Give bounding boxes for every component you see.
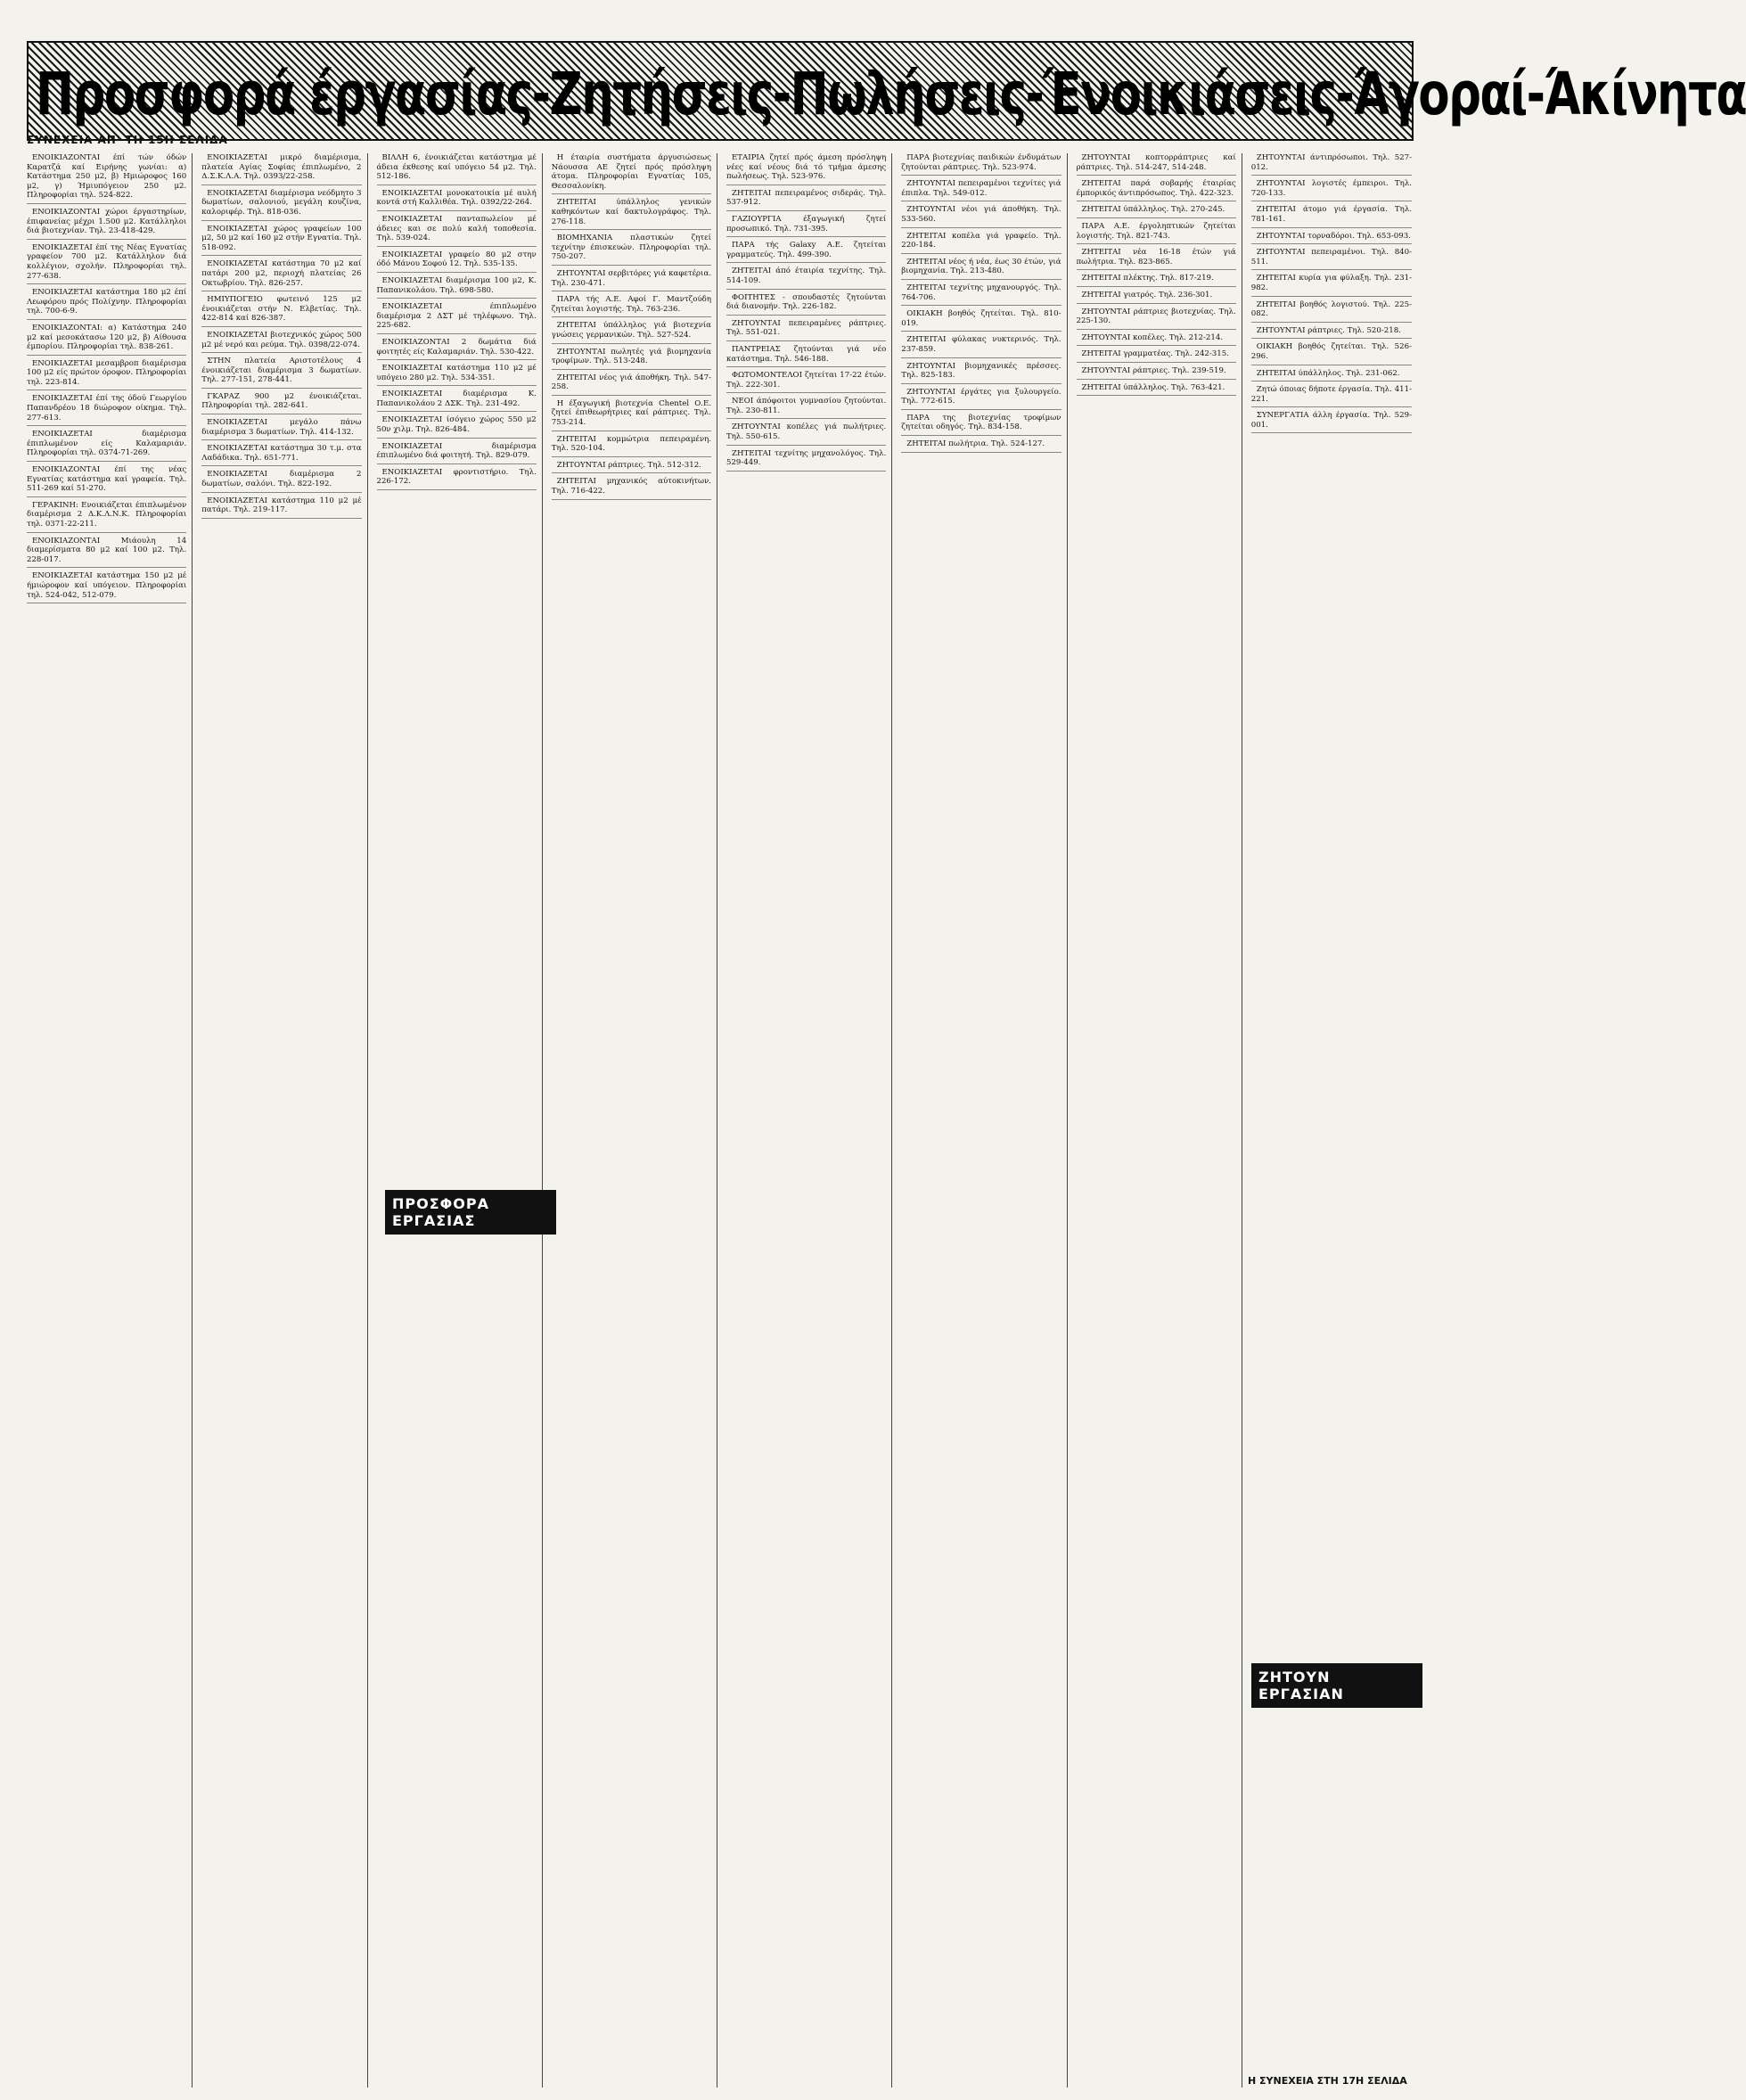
classified-ad: ΖΗΤΟΥΝΤΑΙ έργάτες για ξυλουργείο. Τηλ. 772-615.: [901, 388, 1061, 410]
section-heading-offer-work: ΠΡΟΣΦΟΡΑ ΕΡΓΑΣΙΑΣ: [385, 1190, 556, 1235]
classified-ad: ΖΗΤΕΙΤΑΙ παρά σοβαρής έταιρίας έμπορικός άντιπρόσωπος. Τηλ. 422-323.: [1077, 179, 1236, 201]
classified-ad: ΕΝΟΙΚΙΑΖΟΝΤΑΙ 2 δωμάτια διά φοιτητές είς Καλαμαριάν. Τηλ. 530-422.: [377, 338, 537, 360]
classified-ad: ΖΗΤΕΙΤΑΙ ύπάλληλος γιά βιοτεχνία γνώσεις γερμανικών. Τηλ. 527-524.: [552, 321, 711, 343]
classified-ad: ΠΑΡΑ της βιοτεχνίας τροφίμων ζητείται οδηγός. Τηλ. 834-158.: [901, 414, 1061, 436]
classified-ad: ΖΗΤΟΥΝΤΑΙ λογιστές έμπειροι. Τηλ. 720-133.: [1251, 179, 1412, 201]
continuation-footer: Η ΣΥΝΕΧΕΙΑ ΣΤΗ 17Η ΣΕΛΙΔΑ: [1248, 2075, 1407, 2087]
classified-ad: ΖΗΤΕΙΤΑΙ κυρία για φύλαξη. Τηλ. 231-982.: [1251, 274, 1412, 296]
classified-ad: ΖΗΤΟΥΝΤΑΙ ράπτριες βιοτεχνίας. Τηλ. 225-130.: [1077, 308, 1236, 330]
classified-ad: ΖΗΤΕΙΤΑΙ γραμματέας. Τηλ. 242-315.: [1077, 349, 1236, 363]
classified-ad: ΖΗΤΟΥΝΤΑΙ κοπέλες γιά πωλήτριες. Τηλ. 550-615.: [726, 422, 886, 445]
classified-ad: ΦΟΙΤΗΤΕΣ - σπουδαστές ζητούνται διά διανομήν. Τηλ. 226-182.: [726, 293, 886, 316]
classified-ad: ΕΝΟΙΚΙΑΖΕΤΑΙ γραφείο 80 μ2 στην όδό Μάνου Σοφού 12. Τηλ. 535-135.: [377, 250, 537, 273]
classified-ad: ΕΝΟΙΚΙΑΖΕΤΑΙ ίσόγειο χώρος 550 μ2 50ν χιλμ. Τηλ. 826-484.: [377, 415, 537, 438]
classified-ad: ΕΝΟΙΚΙΑΖΕΤΑΙ κατάστημα 70 μ2 καί πατάρι 200 μ2, περιοχή πλατείας 26 Οκτωβρίου. Τηλ. 826-257.: [201, 259, 361, 291]
classified-ad: ΖΗΤΕΙΤΑΙ πωλήτρια. Τηλ. 524-127.: [901, 439, 1061, 453]
classified-ad: ΖΗΤΟΥΝΤΑΙ σερβιτόρες γιά καφετέρια. Τηλ. 230-471.: [552, 269, 711, 291]
classified-ad: ΖΗΤΟΥΝΤΑΙ κοπτορράπτριες καί ράπτριες. Τηλ. 514-247, 514-248.: [1077, 153, 1236, 176]
classified-ad: ΕΝΟΙΚΙΑΖΟΝΤΑΙ έπί της νέας Εγνατίας κατάστημα καί γραφεία. Τηλ. 511-269 καί 51-270.: [27, 465, 186, 497]
classified-ad: ΕΝΟΙΚΙΑΖΕΤΑΙ μεγάλο πάνω διαμέρισμα 3 δωματίων. Τηλ. 414-132.: [201, 418, 361, 440]
classified-ad: Η έξαγωγική βιοτεχνία Chentel Ο.Ε. ζητεί έπιθεωρήτριες καί ράπτριες. Τηλ. 753-214.: [552, 399, 711, 431]
column: [1251, 153, 1417, 2088]
classifieds-columns: [27, 153, 1417, 2088]
classified-ad: ΖΗΤΕΙΤΑΙ μηχανικός αύτοκινήτων. Τηλ. 716-422.: [552, 477, 711, 499]
classified-ad: ΕΝΟΙΚΙΑΖΕΤΑΙ κατάστημα 150 μ2 μέ ήμιώροφον καί υπόγειον. Πληροφορίαι τηλ. 524-042, 512-079.: [27, 571, 186, 603]
classified-ad: ΖΗΤΕΙΤΑΙ κοπέλα γιά γραφείο. Τηλ. 220-184.: [901, 232, 1061, 254]
classified-ad: ΓΕΡΑΚΙΝΗ: Ενοικιάζεται έπιπλωμένον διαμέρισμα 2 Δ.Κ.Λ.Ν.Κ. Πληροφορίαι τηλ. 0371-22-211.: [27, 501, 186, 533]
column: [726, 153, 892, 2088]
classified-ad: ΕΝΟΙΚΙΑΖΕΤΑΙ μεσαμβροπ διαμέρισμα 100 μ2 είς πρώτον όροφον. Πληροφορίαι τηλ. 223-814.: [27, 359, 186, 391]
classified-ad: ΕΝΟΙΚΙΑΖΕΤΑΙ κατάστημα 110 μ2 μέ πατάρι. Τηλ. 219-117.: [201, 496, 361, 519]
classified-ad: Ζητώ όποιας δήποτε έργασία. Τηλ. 411-221.: [1251, 385, 1412, 407]
classified-ad: ΝΕΟΙ άπόφοιτοι γυμνασίου ζητούνται. Τηλ. 230-811.: [726, 397, 886, 419]
classified-ad: ΖΗΤΟΥΝΤΑΙ πεπειραμένοι. Τηλ. 840-511.: [1251, 248, 1412, 270]
classified-ad: ΕΝΟΙΚΙΑΖΟΝΤΑΙ: α) Κατάστημα 240 μ2 καί μεσοκάτασω 120 μ2, β) Αίθουσα έμπορίου. Πληροφορίαι τηλ. 838-261.: [27, 324, 186, 356]
classified-ad: ΕΝΟΙΚΙΑΖΟΝΤΑΙ χώροι έργαστηρίων, έπιφανείας μέχρι 1.500 μ2. Κατάλληλοι διά βιοτεχνίαν. Τηλ. 23-418-429.: [27, 208, 186, 240]
classified-ad: ΖΗΤΕΙΤΑΙ ύπάλληλος. Τηλ. 763-421.: [1077, 383, 1236, 397]
classified-ad: ΟΙΚΙΑΚΗ βοηθός ζητείται. Τηλ. 526-296.: [1251, 342, 1412, 365]
classified-ad: ΖΗΤΕΙΤΑΙ άτομο γιά έργασία. Τηλ. 781-161.: [1251, 205, 1412, 227]
classified-ad: ΖΗΤΕΙΤΑΙ τεχνίτης μηχανολόγος. Τηλ. 529-449.: [726, 449, 886, 472]
classified-ad: ΖΗΤΟΥΝΤΑΙ ράπτριες. Τηλ. 512-312.: [552, 461, 711, 474]
classified-ad: ΖΗΤΟΥΝΤΑΙ πωλητές γιά βιομηχανία τροφίμων. Τηλ. 513-248.: [552, 348, 711, 370]
classified-ad: ΖΗΤΕΙΤΑΙ ύπάλληλος. Τηλ. 231-062.: [1251, 369, 1412, 382]
column: [27, 153, 193, 2088]
classified-ad: ΗΜΙΥΠΟΓΕΙΟ φωτεινό 125 μ2 ένοικιάζεται στήν Ν. Ελβετίας. Τηλ. 422-814 καί 826-387.: [201, 295, 361, 327]
classified-ad: ΖΗΤΕΙΤΑΙ πεπειραμένος σιδεράς. Τηλ. 537-912.: [726, 189, 886, 211]
classified-ad: ΠΑΡΑ τής Α.Ε. Αφοί Γ. Μαντζούδη ζητείται λογιστής. Τηλ. 763-236.: [552, 295, 711, 317]
classified-ad: ΖΗΤΕΙΤΑΙ βοηθός λογιστού. Τηλ. 225-082.: [1251, 300, 1412, 323]
classified-ad: ΕΝΟΙΚΙΑΖΕΤΑΙ διαμέρισμα Κ. Παπανικολάου 2 ΔΣΚ. Τηλ. 231-492.: [377, 390, 537, 412]
classified-ad: ΖΗΤΟΥΝΤΑΙ ράπτριες. Τηλ. 239-519.: [1077, 366, 1236, 380]
classified-ad: ΠΑΡΑ Α.Ε. έργοληπτικών ζητείται λογιστής. Τηλ. 821-743.: [1077, 222, 1236, 244]
classified-ad: ΕΝΟΙΚΙΑΖΕΤΑΙ κατάστημα 30 τ.μ. στα Λαδάδικα. Τηλ. 651-771.: [201, 444, 361, 466]
classified-ad: ΖΗΤΕΙΤΑΙ άπό έταιρία τεχνίτης. Τηλ. 514-109.: [726, 267, 886, 289]
classified-ad: ΕΝΟΙΚΙΑΖΕΤΑΙ κατάστημα 180 μ2 έπί Λεωφόρου πρός Πολίχνην. Πληροφορίαι τηλ. 700-6-9.: [27, 288, 186, 320]
classified-ad: ΖΗΤΕΙΤΑΙ νέος ή νέα, έως 30 έτών, γιά βιομηχανία. Τηλ. 213-480.: [901, 258, 1061, 280]
column: [901, 153, 1067, 2088]
classified-ad: ΟΙΚΙΑΚΗ βοηθός ζητείται. Τηλ. 810-019.: [901, 309, 1061, 332]
column: [377, 153, 543, 2088]
column: [552, 153, 717, 2088]
classified-ad: ΕΝΟΙΚΙΑΖΕΤΑΙ πανταπωλείον μέ άδειες και σε πολύ καλή τοποθεσία. Τηλ. 539-024.: [377, 215, 537, 247]
classified-ad: ΖΗΤΕΙΤΑΙ πλέκτης. Τηλ. 817-219.: [1077, 274, 1236, 287]
classified-ad: ΕΝΟΙΚΙΑΖΕΤΑΙ έπί της Νέας Εγνατίας γραφείον 700 μ2. Κατάλληλον διά κολλέγιον, σχολήν. Πληροφορίαι τηλ. 277-638.: [27, 243, 186, 284]
classified-ad: ΕΝΟΙΚΙΑΖΕΤΑΙ διαμέρισμα έπιπλωμένο διά φοιτητή. Τηλ. 829-079.: [377, 442, 537, 464]
classified-ad: ΕΝΟΙΚΙΑΖΕΤΑΙ διαμέρισμα 100 μ2, Κ. Παπανικολάου. Τηλ. 698-580.: [377, 276, 537, 299]
classified-ad: ΖΗΤΟΥΝΤΑΙ πεπειραμένες ράπτριες. Τηλ. 551-021.: [726, 319, 886, 341]
classified-ad: ΕΝΟΙΚΙΑΖΕΤΑΙ έπί της όδού Γεωργίου Παπανδρέου 18 διώροφον οίκημα. Τηλ. 277-613.: [27, 394, 186, 426]
classified-ad: ΖΗΤΕΙΤΑΙ ύπάλληλος γενικών καθηκόντων καί δακτυλογράφος. Τηλ. 276-118.: [552, 198, 711, 230]
classified-ad: ΖΗΤΕΙΤΑΙ φύλακας νυκτερινός. Τηλ. 237-859.: [901, 335, 1061, 357]
classified-ad: ΕΝΟΙΚΙΑΖΕΤΑΙ μονοκατοικία μέ αυλή κοντά στή Καλλιθέα. Τηλ. 0392/22-264.: [377, 189, 537, 211]
classified-ad: ΕΝΟΙΚΙΑΖΕΤΑΙ μικρό διαμέρισμα, πλατεία Αγίας Σοφίας έπιπλωμένο, 2 Δ.Σ.Κ.Λ.Α. Τηλ. 0393/22-258.: [201, 153, 361, 185]
classified-ad: ΕΝΟΙΚΙΑΖΟΝΤΑΙ έπί τών όδών Καρατζά καί Ειρήνης γωνίαι: α) Κατάστημα 250 μ2, β) Ημιώροφος 160 μ2, γ) Ήμιυπόγειον 250 μ2. Πληροφορίαι τηλ. 524-822.: [27, 153, 186, 204]
classified-ad: ΕΝΟΙΚΙΑΖΕΤΑΙ χώρος γραφείων 100 μ2, 50 μ2 καί 160 μ2 στήν Εγνατία. Τηλ. 518-092.: [201, 225, 361, 257]
classified-ad: Η έταιρία συστήματα άργυσιώσεως Νάουσσα ΑΕ ζητεί πρός πρόσληψη άτομα. Πληροφορίαι Εγνατίας 105, Θεσσαλονίκη.: [552, 153, 711, 194]
classified-ad: ΦΩΤΟΜΟΝΤΕΛΟΙ ζητείται 17-22 έτών. Τηλ. 222-301.: [726, 371, 886, 393]
classified-ad: ΕΝΟΙΚΙΑΖΕΤΑΙ κατάστημα 110 μ2 μέ υπόγειο 280 μ2. Τηλ. 534-351.: [377, 364, 537, 386]
classified-ad: ΕΝΟΙΚΙΑΖΕΤΑΙ διαμέρισμα έπιπλωμένον είς Καλαμαριάν. Πληροφορίαι τηλ. 0374-71-269.: [27, 430, 186, 462]
classified-ad: ΓΑΖΙΟΥΡΓΙΑ έξαγωγική ζητεί προσωπικό. Τηλ. 731-395.: [726, 215, 886, 237]
classified-ad: ΕΝΟΙΚΙΑΖΕΤΑΙ διαμέρισμα νεόδμητο 3 δωματίων, σαλονιού, μεγάλη κουζίνα, καλοριφέρ. Τηλ. 818-036.: [201, 189, 361, 221]
classified-ad: ΠΑΡΑ τής Galaxy Α.Ε. ζητείται γραμματεύς. Τηλ. 499-390.: [726, 241, 886, 263]
continuation-header: ΣΥΝΕΧΕΙΑ ΑΠ' ΤΗ 15Η ΣΕΛΙΔΑ: [27, 134, 228, 146]
classified-ad: ΕΝΟΙΚΙΑΖΕΤΑΙ φροντιστήριο. Τηλ. 226-172.: [377, 468, 537, 490]
classified-ad: ΖΗΤΟΥΝΤΑΙ ράπτριες. Τηλ. 520-218.: [1251, 326, 1412, 340]
classified-ad: ΕΤΑΙΡΙΑ ζητεί πρός άμεση πρόσληψη νέες καί νέους διά τό τμήμα άμεσης πωλήσεως. Τηλ. 523-976.: [726, 153, 886, 185]
classified-ad: ΕΝΟΙΚΙΑΖΕΤΑΙ έπιπλωμένο διαμέρισμα 2 ΔΣΤ μέ τηλέφωνο. Τηλ. 225-682.: [377, 302, 537, 334]
classified-ad: ΖΗΤΕΙΤΑΙ νέος γιά άποθήκη. Τηλ. 547-258.: [552, 373, 711, 396]
classified-ad: ΖΗΤΕΙΤΑΙ τεχνίτης μηχανουργός. Τηλ. 764-706.: [901, 283, 1061, 306]
classified-ad: ΖΗΤΕΙΤΑΙ γιατρός. Τηλ. 236-301.: [1077, 291, 1236, 304]
classified-ad: ΠΑΝΤΡΕΙΑΣ ζητούνται γιά νέο κατάστημα. Τηλ. 546-188.: [726, 345, 886, 367]
column: [201, 153, 367, 2088]
classified-ad: ΕΝΟΙΚΙΑΖΕΤΑΙ διαμέρισμα 2 δωματίων, σαλόνι. Τηλ. 822-192.: [201, 470, 361, 492]
classified-ad: ΖΗΤΟΥΝΤΑΙ κοπέλες. Τηλ. 212-214.: [1077, 333, 1236, 347]
classified-ad: ΓΚΑΡΑΖ 900 μ2 ένοικιάζεται. Πληροφορίαι τηλ. 282-641.: [201, 392, 361, 414]
classified-ad: ΣΥΝΕΡΓΑΤΙΑ άλλη έργασία. Τηλ. 529-001.: [1251, 411, 1412, 433]
classified-ad: ΕΝΟΙΚΙΑΖΟΝΤΑΙ Μιάουλη 14 διαμερίσματα 80 μ2 καί 100 μ2. Τηλ. 228-017.: [27, 537, 186, 569]
classified-ad: ΕΝΟΙΚΙΑΖΕΤΑΙ βιοτεχνικός χώρος 500 μ2 μέ νερό και ρεύμα. Τηλ. 0398/22-074.: [201, 331, 361, 353]
classified-ad: ΖΗΤΟΥΝΤΑΙ τορναδόροι. Τηλ. 653-093.: [1251, 232, 1412, 245]
section-heading-seek-work: ΖΗΤΟΥΝ ΕΡΓΑΣΙΑΝ: [1251, 1663, 1422, 1708]
column: [1077, 153, 1242, 2088]
classified-ad: ΒΙΛΛΗ 6, ένοικιάζεται κατάστημα μέ άδεια έκθεσης καί υπόγειο 54 μ2. Τηλ. 512-186.: [377, 153, 537, 185]
classified-ad: ΖΗΤΕΙΤΑΙ νέα 16-18 έτών γιά πωλήτρια. Τηλ. 823-865.: [1077, 248, 1236, 270]
classified-ad: ΖΗΤΟΥΝΤΑΙ νέοι γιά άποθήκη. Τηλ. 533-560.: [901, 205, 1061, 227]
classified-ad: ΖΗΤΟΥΝΤΑΙ άντιπρόσωποι. Τηλ. 527-012.: [1251, 153, 1412, 176]
classified-ad: ΖΗΤΟΥΝΤΑΙ βιομηχανικές πρέσσες. Τηλ. 825-183.: [901, 362, 1061, 384]
classified-ad: ΒΙΟΜΗΧΑΝΙΑ πλαστικών ζητεί τεχνίτην έπισκευών. Πληροφορίαι τηλ. 750-207.: [552, 234, 711, 266]
classified-ad: ΖΗΤΟΥΝΤΑΙ πεπειραμένοι τεχνίτες γιά έπιπλα. Τηλ. 549-012.: [901, 179, 1061, 201]
classified-ad: ΣΤΗΝ πλατεία Αριστοτέλους 4 ένοικιάζεται διαμέρισμα 3 δωματίων. Τηλ. 277-151, 278-441.: [201, 357, 361, 389]
banner-title: Προσφορά έργασίας-Ζητήσεις-Πωλήσεις-Ένοικιάσεις-Άγοραί-Άκίνητα: [36, 59, 1746, 128]
classified-ad: ΖΗΤΕΙΤΑΙ ύπάλληλος. Τηλ. 270-245.: [1077, 205, 1236, 218]
classified-ad: ΖΗΤΕΙΤΑΙ κομμώτρια πεπειραμένη. Τηλ. 520-104.: [552, 435, 711, 457]
classified-ad: ΠΑΡΑ βιοτεχνίας παιδικών ένδυμάτων ζητούνται ράπτριες. Τηλ. 523-974.: [901, 153, 1061, 176]
